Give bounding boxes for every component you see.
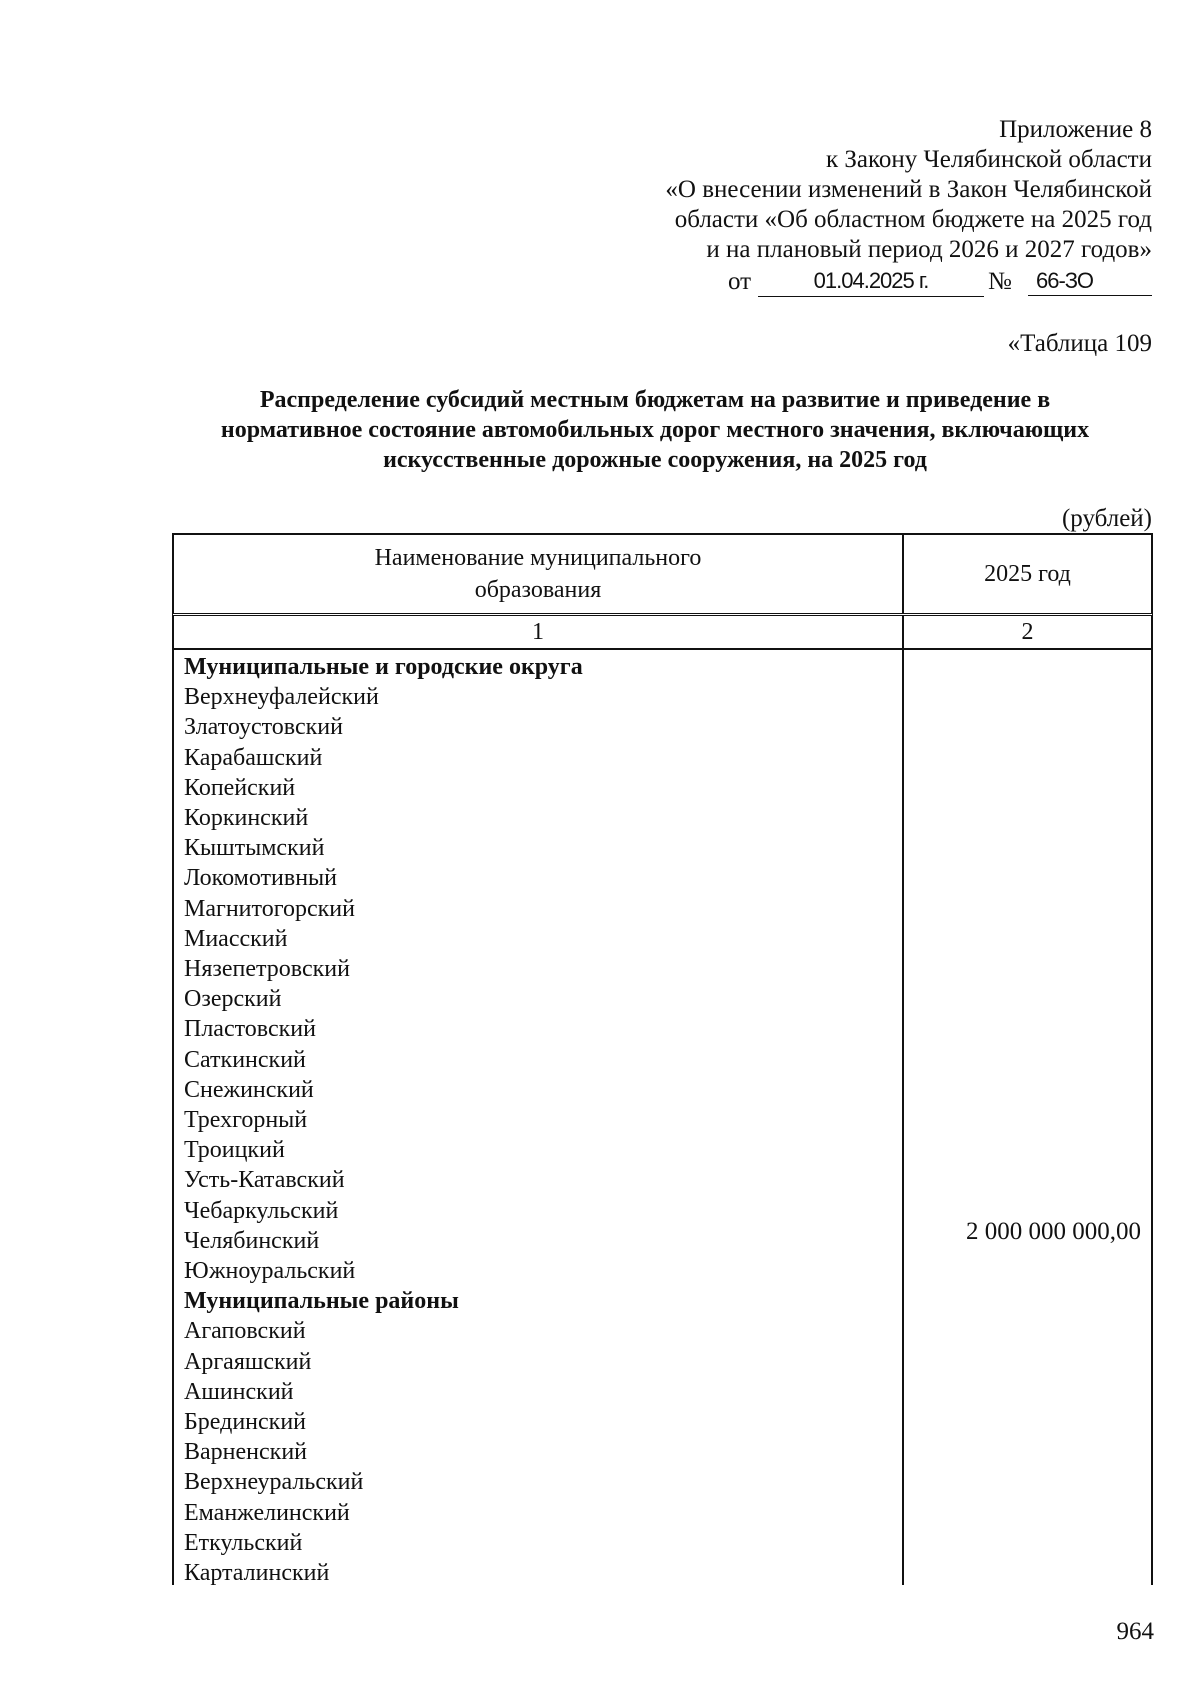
table-row: Верхнеуральский <box>184 1469 364 1496</box>
table-row: Еманжелинский <box>184 1499 350 1526</box>
law-date-line <box>600 268 1152 298</box>
table-header <box>172 533 1153 616</box>
table-row: Нязепетровский <box>184 956 350 983</box>
group-heading: Муниципальные и городские округа <box>184 654 583 680</box>
title-line: нормативное состояние автомобильных дорог местного значения, включающих <box>220 417 1090 443</box>
table-row: Троицкий <box>184 1137 285 1164</box>
table-row: Еткульский <box>184 1529 303 1556</box>
law-date: 01.04.2025 г. <box>758 268 984 297</box>
table-row: Челябинский <box>184 1227 320 1254</box>
table-row: Локомотивный <box>184 865 338 892</box>
table-row: Копейский <box>184 774 296 801</box>
column-numbering-row <box>172 616 1153 650</box>
number-prefix: № <box>988 268 1012 295</box>
table-row: Аргаяшский <box>184 1348 312 1375</box>
table-row: Магнитогорский <box>184 895 355 922</box>
units-label: (рублей) <box>1061 505 1152 532</box>
title-line: Распределение субсидий местным бюджетам на развитие и приведение в <box>259 387 1051 413</box>
table-row: Варненский <box>184 1439 307 1466</box>
table-row: Пластовский <box>184 1016 316 1043</box>
table-row: Кыштымский <box>184 835 325 862</box>
table-row: Трехгорный <box>184 1107 308 1134</box>
table-label: «Таблица 109 <box>1007 330 1152 357</box>
table-row: Карталинский <box>184 1560 330 1587</box>
appendix-line: и на плановый период 2026 и 2027 годов» <box>706 236 1152 263</box>
table-row: Ашинский <box>184 1378 294 1405</box>
page-number: 964 <box>1116 1618 1154 1645</box>
column-divider <box>902 650 904 1585</box>
amount-cell: 2 000 000 000,00 <box>966 1218 1141 1245</box>
table-row: Коркинский <box>184 805 309 832</box>
document-title <box>150 385 1160 475</box>
header-municipality-line: Наименование муниципального <box>374 545 702 571</box>
table-row: Агаповский <box>184 1318 306 1345</box>
table-row: Озерский <box>184 986 282 1013</box>
table-row: Снежинский <box>184 1076 314 1103</box>
municipality-list <box>184 652 884 1588</box>
header-municipality <box>174 535 904 613</box>
appendix-line: к Закону Челябинской области <box>826 146 1152 173</box>
law-number: 66-ЗО <box>1028 268 1152 296</box>
column-number-2: 2 <box>1021 619 1034 645</box>
table-row: Южноуральский <box>184 1258 356 1285</box>
title-line: искусственные дорожные сооружения, на 2025 год <box>383 447 927 473</box>
appendix-line: области «Об областном бюджете на 2025 год <box>674 206 1152 233</box>
table-row: Саткинский <box>184 1046 306 1073</box>
header-municipality-line: образования <box>474 577 602 603</box>
table-row: Верхнеуфалейский <box>184 684 379 711</box>
date-prefix: от <box>728 268 752 295</box>
table-row: Усть-Катавский <box>184 1167 345 1194</box>
appendix-header <box>560 115 1152 265</box>
table-row: Златоустовский <box>184 714 343 741</box>
group-heading: Муниципальные районы <box>184 1288 459 1315</box>
header-year: 2025 год <box>984 560 1071 587</box>
column-number-1: 1 <box>174 616 904 648</box>
table-row: Миасский <box>184 925 288 952</box>
table-row: Брединский <box>184 1409 307 1436</box>
table-row: Карабашский <box>184 744 323 771</box>
appendix-line: Приложение 8 <box>999 116 1152 143</box>
appendix-line: «О внесении изменений в Закон Челябинской <box>665 176 1152 203</box>
table-body <box>172 650 1153 1585</box>
table-row: Чебаркульский <box>184 1197 339 1224</box>
